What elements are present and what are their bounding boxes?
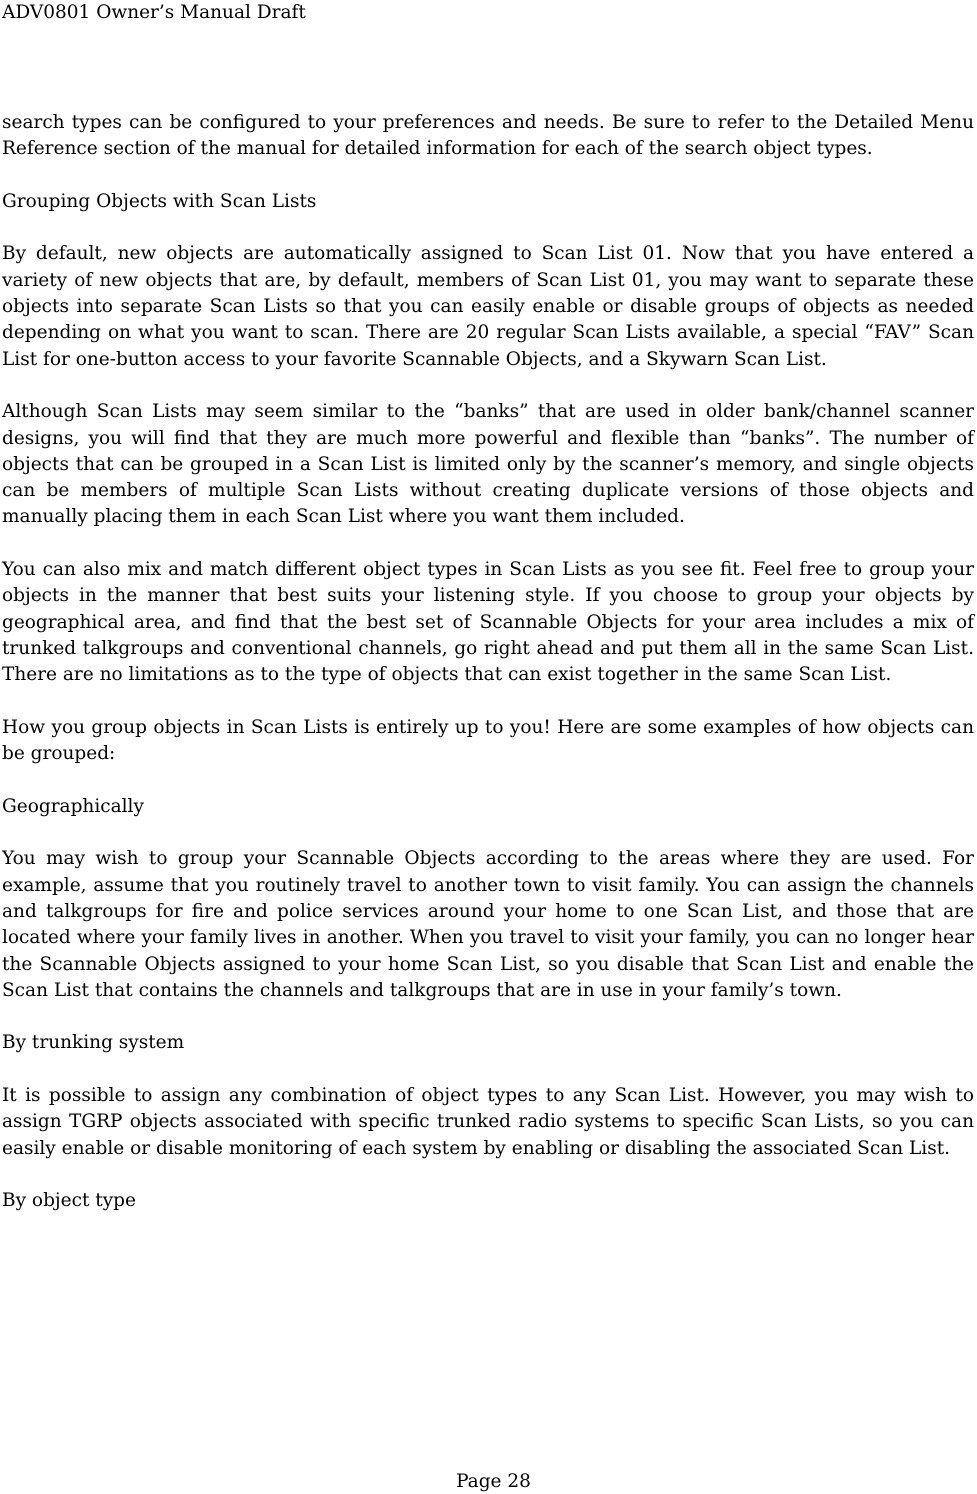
body-paragraph-search-types: search types can be configured to your preferences and needs. Be sure to refer to the Detailed Menu Reference section of the manual for detailed information for each of the search object types. bbox=[2, 112, 974, 160]
body-paragraph-trunking-system: It is possible to assign any combination of object types to any Scan List. However, you may wish to assign TGRP objects associated with specific trunked radio systems to specific Scan Lists, so you can easily enable or disable monitoring of each system by enabling or disabling the associated Scan List. bbox=[2, 1084, 974, 1159]
body-paragraph-geographic-example: You may wish to group your Scannable Objects according to the areas where they are used. For example, assume that you routinely travel to another town to visit family. You can assign the channels and talkgroups for fire and police services around your home to one Scan List, and those that are located where your family lives in another. When you travel to visit your family, you can no longer hear the Scannable Objects assigned to your home Scan List, so you disable that Scan List and enable the Scan List that contains the channels and talkgroups that are in use in your family’s town. bbox=[2, 848, 974, 1001]
section-heading-by-object-type: By object type bbox=[2, 1190, 136, 1212]
body-paragraph-default-scan-list: By default, new objects are automatically assigned to Scan List 01. Now that you have entered a variety of new objects that are, by default, members of Scan List 01, you may want to separate these objects into separate Scan Lists so that you can easily enable or disable groups of objects as needed depending on what you want to scan. There are 20 regular Scan Lists available, a special “FAV” Scan List for one-button access to your favorite Scannable Objects, and a Skywarn Scan List. bbox=[2, 243, 974, 370]
section-heading-geographically: Geographically bbox=[2, 795, 144, 817]
section-heading-grouping-objects: Grouping Objects with Scan Lists bbox=[2, 190, 317, 212]
document-body bbox=[2, 110, 974, 1241]
page-number: Page 28 bbox=[456, 1471, 531, 1492]
body-paragraph-mix-and-match: You can also mix and match different object types in Scan Lists as you see fit. Feel free to group your objects in the manner that best suits your listening style. If you choose to group your objects by geographical area, and find that the best set of Scannable Objects for your area includes a mix of trunked talkgroups and conventional channels, go right ahead and put them all in the same Scan List. There are no limitations as to the type of objects that can exist together in the same Scan List. bbox=[2, 559, 974, 686]
section-heading-by-trunking-system: By trunking system bbox=[2, 1032, 185, 1054]
body-paragraph-how-to-group: How you group objects in Scan Lists is entirely up to you! Here are some examples of how objects can be grouped: bbox=[2, 716, 974, 765]
document-header-title: ADV0801 Owner’s Manual Draft bbox=[2, 2, 306, 23]
body-paragraph-banks-comparison: Although Scan Lists may seem similar to the “banks” that are used in older bank/channel scanner designs, you will find that they are much more powerful and flexible than “banks”. The number of objects that can be grouped in a Scan List is limited only by the scanner’s memory, and single objects can be members of multiple Scan Lists without creating duplicate versions of those objects and manually placing them in each Scan List where you want them included. bbox=[2, 401, 974, 528]
